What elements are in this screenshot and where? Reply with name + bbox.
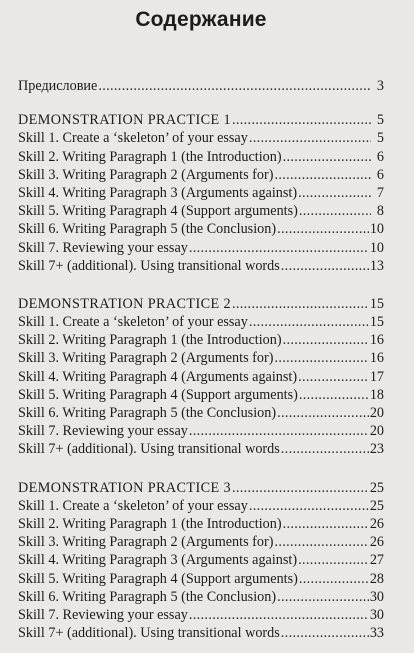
toc-entry-text: Skill 6. Writing Paragraph 5 (the Conclusion) bbox=[18, 221, 277, 238]
toc-page-number: 20 bbox=[369, 423, 384, 440]
dot-leader bbox=[299, 202, 371, 220]
toc-page-number: 27 bbox=[369, 552, 384, 569]
toc-entry-text: Skill 5. Writing Paragraph 4 (Support arguments) bbox=[18, 386, 298, 403]
toc-entry bbox=[18, 202, 384, 220]
toc-entry-text: DEMONSTRATION PRACTICE 2 bbox=[18, 295, 231, 312]
section-heading bbox=[18, 295, 384, 313]
toc-entry bbox=[18, 440, 384, 458]
dot-leader bbox=[249, 313, 369, 331]
dot-leader bbox=[232, 479, 369, 497]
dot-leader bbox=[189, 422, 369, 440]
dot-leader bbox=[299, 570, 369, 588]
toc-entry-text: Skill 5. Writing Paragraph 4 (Support arguments) bbox=[18, 570, 298, 587]
toc-page-number: 15 bbox=[369, 314, 384, 331]
toc-entry-text: DEMONSTRATION PRACTICE 1 bbox=[18, 112, 231, 129]
toc-entry-text: Skill 5. Writing Paragraph 4 (Support arguments) bbox=[18, 203, 298, 220]
toc-page-number: 5 bbox=[376, 130, 384, 147]
toc-entry bbox=[18, 239, 384, 257]
dot-leader bbox=[189, 606, 369, 624]
toc-entry-text: Skill 3. Writing Paragraph 2 (Arguments for) bbox=[18, 166, 274, 183]
toc-entry-text: Skill 6. Writing Paragraph 5 (the Conclusion) bbox=[18, 588, 277, 605]
toc-entry bbox=[18, 422, 384, 440]
page-title: Содержание bbox=[135, 8, 267, 31]
toc-page-number: 30 bbox=[369, 606, 384, 623]
dot-leader bbox=[298, 368, 369, 386]
dot-leader bbox=[298, 551, 369, 569]
dot-leader bbox=[298, 184, 371, 202]
toc-entry bbox=[18, 551, 384, 569]
toc-entry-text: Skill 7+ (additional). Using transitional words bbox=[18, 625, 280, 642]
toc-section-2 bbox=[18, 295, 384, 459]
dot-leader bbox=[281, 440, 369, 458]
toc-page-number: 13 bbox=[369, 257, 384, 274]
toc-entry-text: Skill 3. Writing Paragraph 2 (Arguments for) bbox=[18, 534, 274, 551]
toc-entry bbox=[18, 497, 384, 515]
toc-page-number: 28 bbox=[369, 570, 384, 587]
toc-page-number: 5 bbox=[376, 112, 384, 129]
toc-entry-text: Skill 4. Writing Paragraph 4 (Arguments against) bbox=[18, 368, 298, 385]
toc-section-1 bbox=[18, 111, 384, 275]
toc-entry bbox=[18, 220, 384, 238]
dot-leader bbox=[232, 295, 369, 313]
toc-entry bbox=[18, 515, 384, 533]
toc-entry-text: Skill 2. Writing Paragraph 1 (the Introduction) bbox=[18, 332, 282, 349]
toc-page-number: 6 bbox=[376, 148, 384, 165]
toc-section-3 bbox=[18, 479, 384, 643]
toc-entry-text: Skill 2. Writing Paragraph 1 (the Introduction) bbox=[18, 515, 282, 532]
dot-leader bbox=[249, 497, 369, 515]
toc-entry-text: Skill 6. Writing Paragraph 5 (the Conclusion) bbox=[18, 405, 277, 421]
toc-page-number: 16 bbox=[369, 350, 384, 367]
toc-page-number: 23 bbox=[369, 441, 384, 458]
toc-entry-text: Skill 4. Writing Paragraph 3 (Arguments against) bbox=[18, 184, 298, 201]
toc-page-number: 33 bbox=[369, 625, 384, 642]
dot-leader bbox=[232, 111, 371, 129]
toc-entry-text: Skill 7. Reviewing your essay bbox=[18, 239, 188, 256]
dot-leader bbox=[277, 404, 369, 422]
dot-leader bbox=[274, 166, 371, 184]
toc-page-number: 26 bbox=[369, 515, 384, 532]
toc-entry bbox=[18, 148, 384, 166]
toc-entry bbox=[18, 368, 384, 386]
toc-page-number: 20 bbox=[369, 405, 384, 421]
dot-leader bbox=[277, 220, 369, 238]
toc-page-number: 17 bbox=[369, 368, 384, 385]
toc-entry bbox=[18, 184, 384, 202]
toc-entry bbox=[18, 313, 384, 331]
toc-entry bbox=[18, 166, 384, 184]
toc-page-number: 3 bbox=[376, 78, 384, 94]
toc-entry-text: Skill 3. Writing Paragraph 2 (Arguments for) bbox=[18, 350, 274, 367]
toc-entry bbox=[18, 624, 384, 642]
toc-page-number: 10 bbox=[369, 221, 384, 238]
toc-entry-text: Skill 4. Writing Paragraph 3 (Arguments against) bbox=[18, 552, 298, 569]
dot-leader bbox=[98, 77, 371, 95]
toc-entry bbox=[18, 349, 384, 367]
toc-entry bbox=[18, 129, 384, 147]
toc-entry bbox=[18, 570, 384, 588]
dot-leader bbox=[283, 515, 369, 533]
toc-page-number: 6 bbox=[376, 166, 384, 183]
toc-entry bbox=[18, 606, 384, 624]
toc-entry-text: Skill 7+ (additional). Using transitional words bbox=[18, 257, 280, 274]
toc-entry bbox=[18, 257, 384, 275]
dot-leader bbox=[189, 239, 369, 257]
toc-page-number: 8 bbox=[376, 203, 384, 220]
toc-entry bbox=[18, 533, 384, 551]
toc-page-number: 18 bbox=[369, 386, 384, 403]
toc-page-number: 25 bbox=[369, 479, 384, 496]
toc-entry-text: Skill 2. Writing Paragraph 1 (the Introduction) bbox=[18, 148, 282, 165]
section-heading bbox=[18, 111, 384, 129]
toc-page-number: 30 bbox=[369, 588, 384, 605]
toc-page-number: 16 bbox=[369, 332, 384, 349]
dot-leader bbox=[283, 331, 369, 349]
dot-leader bbox=[281, 257, 369, 275]
toc-entry-text: Skill 1. Create a ‘skeleton’ of your essay bbox=[18, 130, 248, 147]
toc-entry-preface bbox=[18, 77, 384, 95]
toc-entry bbox=[18, 404, 384, 422]
section-heading bbox=[18, 479, 384, 497]
toc-entry-text: Skill 1. Create a ‘skeleton’ of your essay bbox=[18, 497, 248, 514]
toc-sections bbox=[18, 111, 384, 642]
toc-entry-text: Предисловие bbox=[18, 78, 98, 94]
dot-leader bbox=[299, 386, 369, 404]
toc-entry-text: DEMONSTRATION PRACTICE 3 bbox=[18, 479, 231, 496]
toc-page-number: 25 bbox=[369, 497, 384, 514]
toc-page-number: 26 bbox=[369, 534, 384, 551]
dot-leader bbox=[274, 349, 368, 367]
toc-entry-text: Skill 1. Create a ‘skeleton’ of your essay bbox=[18, 314, 248, 331]
toc-entry bbox=[18, 588, 384, 606]
dot-leader bbox=[274, 533, 368, 551]
toc-page-number: 10 bbox=[369, 239, 384, 256]
toc-entry-text: Skill 7. Reviewing your essay bbox=[18, 423, 188, 440]
dot-leader bbox=[283, 148, 371, 166]
toc-entry bbox=[18, 331, 384, 349]
toc-entry bbox=[18, 386, 384, 404]
dot-leader bbox=[249, 129, 371, 147]
dot-leader bbox=[281, 624, 369, 642]
toc-entry-text: Skill 7. Reviewing your essay bbox=[18, 606, 188, 623]
toc-page-number: 15 bbox=[369, 295, 384, 312]
toc-entry-text: Skill 7+ (additional). Using transitional words bbox=[18, 441, 280, 458]
dot-leader bbox=[277, 588, 369, 606]
toc-page-number: 7 bbox=[376, 184, 384, 201]
